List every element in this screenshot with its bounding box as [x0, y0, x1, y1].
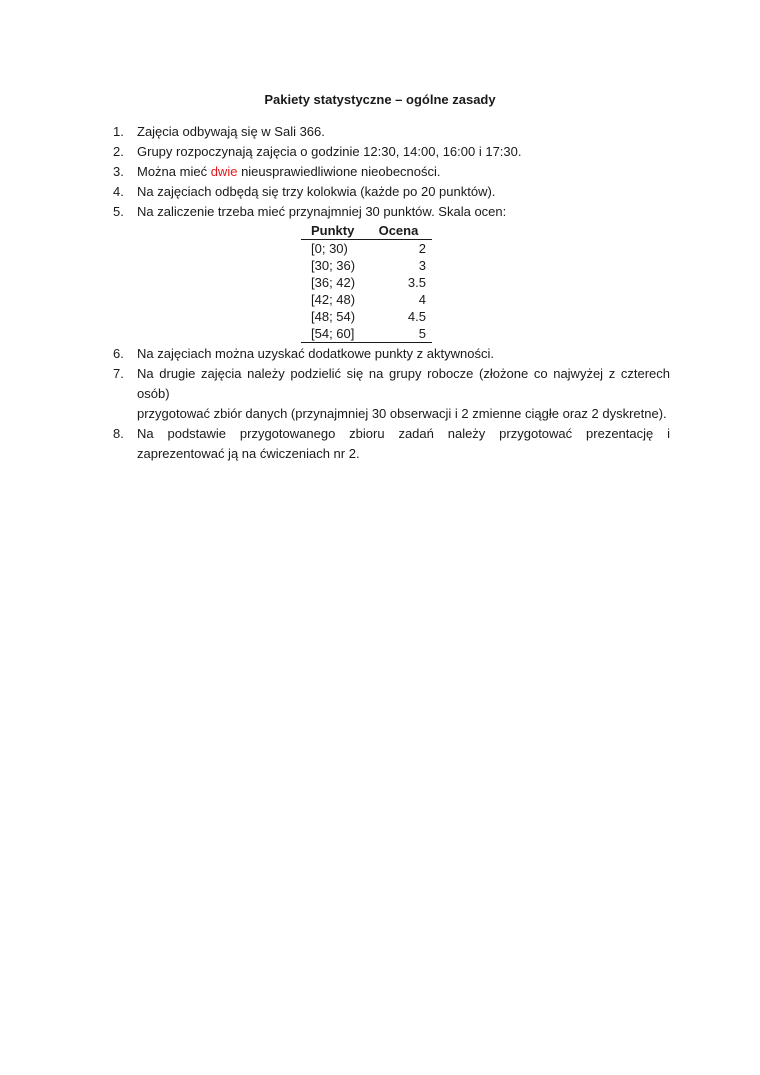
points-range: [48; 54) — [311, 309, 356, 324]
points-range: [0; 30) — [311, 241, 348, 256]
table-row — [301, 240, 432, 258]
item-text-after: nieusprawiedliwione nieobecności. — [237, 164, 441, 179]
points-range: [36; 42) — [311, 275, 356, 290]
list-item-5 — [113, 202, 670, 222]
header-ocena: Ocena — [371, 222, 432, 240]
item-text-line-2: zaprezentować ją na ćwiczeniach nr 2. — [137, 446, 360, 461]
grade-scale-table — [301, 222, 432, 343]
item-text-line-2: przygotować zbiór danych (przynajmniej 30 obserwacji i 2 zmienne ciągłe oraz 2 dyskretne). — [137, 406, 667, 421]
item-text-line-1: Na drugie zajęcia należy podzielić się na grupy robocze (złożone co najwyżej z czterech osób) — [137, 366, 670, 401]
table-row — [301, 274, 432, 291]
list-item-8 — [113, 424, 670, 464]
item-number: 6. — [113, 346, 124, 361]
table-row — [301, 291, 432, 308]
item-number: 3. — [113, 164, 124, 179]
highlighted-word: dwie — [210, 164, 238, 179]
list-item-7 — [113, 364, 670, 424]
item-text-line-1: Na podstawie przygotowanego zbioru zadań należy przygotować prezentację i — [137, 426, 670, 441]
rules-list — [113, 122, 670, 464]
points-range: [54; 60] — [301, 325, 371, 343]
item-number: 4. — [113, 184, 124, 199]
header-punkty: Punkty — [301, 222, 371, 240]
grade-value: 2 — [418, 241, 426, 256]
item-number: 7. — [113, 366, 124, 381]
grade-value: 3 — [418, 258, 426, 273]
table-row — [301, 308, 432, 325]
grade-value: 4 — [418, 292, 426, 307]
list-item-3 — [113, 162, 670, 182]
item-text: Na zaliczenie trzeba mieć przynajmniej 30 punktów. Skala ocen: — [137, 204, 507, 219]
table-row — [301, 325, 432, 343]
list-item-2 — [113, 142, 670, 162]
item-text-before: Można mieć — [137, 164, 211, 179]
points-range: [42; 48) — [311, 292, 356, 307]
list-item-1 — [113, 122, 670, 142]
page-title: Pakiety statystyczne – ogólne zasady — [264, 92, 496, 107]
item-number: 1. — [113, 124, 124, 139]
table-row — [301, 257, 432, 274]
item-text: Zajęcia odbywają się w Sali 366. — [137, 124, 325, 139]
grade-value: 3.5 — [407, 275, 426, 290]
item-text: Grupy rozpoczynają zajęcia o godzinie 12:30, 14:00, 16:00 i 17:30. — [137, 144, 522, 159]
list-item-6 — [113, 344, 670, 364]
points-range: [30; 36) — [311, 258, 356, 273]
item-number: 8. — [113, 426, 124, 441]
table-header-row — [301, 222, 432, 240]
item-text: Na zajęciach odbędą się trzy kolokwia (każde po 20 punktów). — [137, 184, 496, 199]
item-number: 2. — [113, 144, 124, 159]
item-text: Na zajęciach można uzyskać dodatkowe punkty z aktywności. — [137, 346, 494, 361]
item-number: 5. — [113, 204, 124, 219]
list-item-4 — [113, 182, 670, 202]
grade-value: 4.5 — [407, 309, 426, 324]
grade-value: 5 — [371, 325, 432, 343]
